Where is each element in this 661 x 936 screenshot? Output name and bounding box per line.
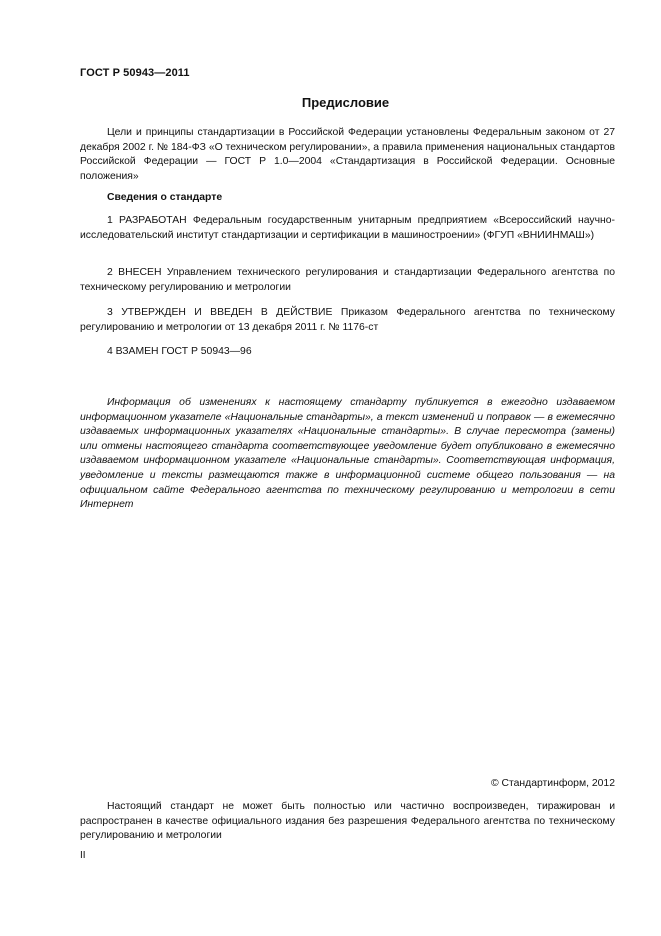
page-number: II bbox=[80, 850, 86, 861]
item-1-paragraph: 1 РАЗРАБОТАН Федеральным государственным унитарным предприятием «Всероссийский научно-исследовательский институт стандартизации и сертификации в машиностроении» (ФГУП «ВНИИНМАШ») bbox=[80, 215, 615, 241]
page-title bbox=[0, 95, 661, 110]
page-title-text: Предисловие bbox=[301, 95, 390, 110]
document-code: ГОСТ Р 50943—2011 bbox=[80, 67, 190, 79]
section-heading: Сведения о стандарте bbox=[107, 192, 223, 203]
notice-paragraph: Информация об изменениях к настоящему стандарту публикуется в ежегодно издаваемом информационном указателе «Национальные стандарты», а текст изменений и поправок — в ежемесячно издаваемых информационных указателях «Национальные стандарты». В случае пересмотра (замены) или отмены настоящего стандарта соответствующее уведомление будет опубликовано в ежемесячно издаваемом информационном указателе «Национальные стандарты». Соответствующая информация, уведомление и тексты размещаются также в информационной системе общего пользования — на официальном сайте Федерального агентства по техническому регулированию и метрологии в сети Интернет bbox=[80, 397, 615, 511]
copyright-line: © Стандартинформ, 2012 bbox=[490, 778, 615, 789]
item-4-paragraph: 4 ВЗАМЕН ГОСТ Р 50943—96 bbox=[107, 346, 252, 357]
reproduction-notice-paragraph: Настоящий стандарт не может быть полностью или частично воспроизведен, тиражирован и распространен в качестве официального издания без разрешения Федерального агентства по техническому регулированию и метрологии bbox=[80, 801, 615, 842]
item-3-paragraph: 3 УТВЕРЖДЕН И ВВЕДЕН В ДЕЙСТВИЕ Приказом Федерального агентства по техническому регулированию и метрологии от 13 декабря 2011 г. № 1176-ст bbox=[80, 307, 615, 333]
intro-paragraph: Цели и принципы стандартизации в Российской Федерации установлены Федеральным законом от 27 декабря 2002 г. № 184-ФЗ «О техническом регулировании», а правила применения национальных стандартов Российской Федерации — ГОСТ Р 1.0—2004 «Стандартизация в Российской Федерации. Основные положения» bbox=[80, 127, 615, 182]
item-2-paragraph: 2 ВНЕСЕН Управлением технического регулирования и стандартизации Федерального агентства по техническому регулированию и метрологии bbox=[80, 267, 615, 293]
